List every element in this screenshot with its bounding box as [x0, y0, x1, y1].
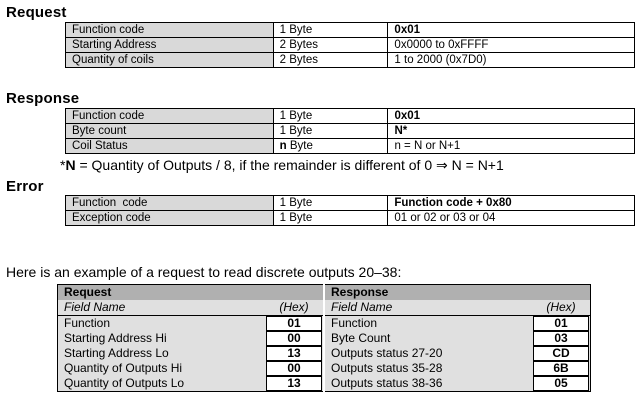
field-size: [273, 139, 388, 154]
resp-field: Outputs status 27-20: [324, 346, 532, 361]
req-field: Quantity of Outputs Hi: [58, 361, 266, 376]
example-table: [57, 284, 591, 392]
request-column-header: Request: [58, 285, 325, 301]
table-row: [66, 196, 635, 211]
resp-hex-cell: [532, 316, 591, 332]
req-hex: 13: [266, 346, 322, 361]
req-hex-cell: [265, 316, 324, 332]
field-name: Exception code: [66, 211, 274, 226]
req-hex-cell: [265, 331, 324, 346]
req-field: Starting Address Hi: [58, 331, 266, 346]
resp-hex-header: (Hex): [532, 300, 591, 316]
note-text: = Quantity of Outputs / 8, if the remainder is different of 0 ⇒ N = N+1: [75, 157, 504, 173]
field-value: 1 to 2000 (0x7D0): [388, 53, 635, 68]
req-field: Starting Address Lo: [58, 346, 266, 361]
resp-field: Function: [324, 316, 532, 332]
table-row: [66, 124, 635, 139]
error-table: [65, 195, 635, 226]
table-row: [58, 361, 591, 376]
field-value: 0x0000 to 0xFFFF: [388, 38, 635, 53]
table-row: [58, 316, 591, 332]
table-row: [66, 211, 635, 226]
table-row: [66, 109, 635, 124]
req-hex-cell: [265, 361, 324, 376]
note-prefix: *: [60, 157, 66, 173]
table-row: [66, 38, 635, 53]
table-subheader-row: [58, 300, 591, 316]
request-heading: Request: [6, 4, 67, 21]
table-row: [66, 23, 635, 38]
req-field: Function: [58, 316, 266, 332]
field-size: 1 Byte: [273, 109, 388, 124]
field-size: 1 Byte: [273, 196, 388, 211]
req-hex: 00: [266, 331, 322, 346]
resp-hex-cell: [532, 376, 591, 392]
field-value: 0x01: [388, 23, 635, 38]
field-name: Coil Status: [66, 139, 274, 154]
table-row: [58, 346, 591, 361]
field-value: n = N or N+1: [388, 139, 635, 154]
response-table: [65, 108, 635, 154]
table-row: [58, 331, 591, 346]
table-header-row: [58, 285, 591, 301]
resp-hex: 6B: [533, 361, 589, 376]
field-name: Function code: [66, 23, 274, 38]
table-row: [66, 139, 635, 154]
field-name: Function code: [66, 109, 274, 124]
req-hex-cell: [265, 376, 324, 392]
field-size: 1 Byte: [273, 124, 388, 139]
req-field: Quantity of Outputs Lo: [58, 376, 266, 392]
error-heading: Error: [6, 178, 44, 195]
field-name: Byte count: [66, 124, 274, 139]
field-name: Quantity of coils: [66, 53, 274, 68]
resp-field: Outputs status 35-28: [324, 361, 532, 376]
note-bold: N: [65, 157, 76, 173]
size-prefix: n: [279, 140, 287, 152]
req-hex-cell: [265, 346, 324, 361]
table-row: [58, 376, 591, 392]
req-field-name-header: Field Name: [58, 300, 266, 316]
response-column-header: Response: [324, 285, 591, 301]
field-value: 01 or 02 or 03 or 04: [388, 211, 635, 226]
resp-hex-cell: [532, 346, 591, 361]
field-size: 2 Bytes: [273, 38, 388, 53]
request-table: [65, 22, 635, 68]
req-hex-header: (Hex): [265, 300, 324, 316]
field-value: N*: [388, 124, 635, 139]
resp-field-name-header: Field Name: [324, 300, 532, 316]
field-value: 0x01: [388, 109, 635, 124]
req-hex: 01: [266, 316, 322, 331]
byte-count-note: [60, 157, 504, 174]
resp-hex: 05: [533, 376, 589, 391]
field-name: Starting Address: [66, 38, 274, 53]
req-hex: 13: [266, 376, 322, 391]
field-size: 1 Byte: [273, 23, 388, 38]
req-hex: 00: [266, 361, 322, 376]
resp-field: Byte Count: [324, 331, 532, 346]
field-size: 1 Byte: [273, 211, 388, 226]
example-intro: Here is an example of a request to read discrete outputs 20–38:: [6, 264, 402, 280]
resp-hex: 01: [533, 316, 589, 331]
size-suffix: Byte: [286, 140, 313, 152]
resp-hex-cell: [532, 361, 591, 376]
field-size: 2 Bytes: [273, 53, 388, 68]
table-row: [66, 53, 635, 68]
field-value: Function code + 0x80: [388, 196, 635, 211]
resp-field: Outputs status 38-36: [324, 376, 532, 392]
response-heading: Response: [6, 90, 80, 107]
resp-hex: CD: [533, 346, 589, 361]
field-name: Function code: [66, 196, 274, 211]
resp-hex-cell: [532, 331, 591, 346]
resp-hex: 03: [533, 331, 589, 346]
